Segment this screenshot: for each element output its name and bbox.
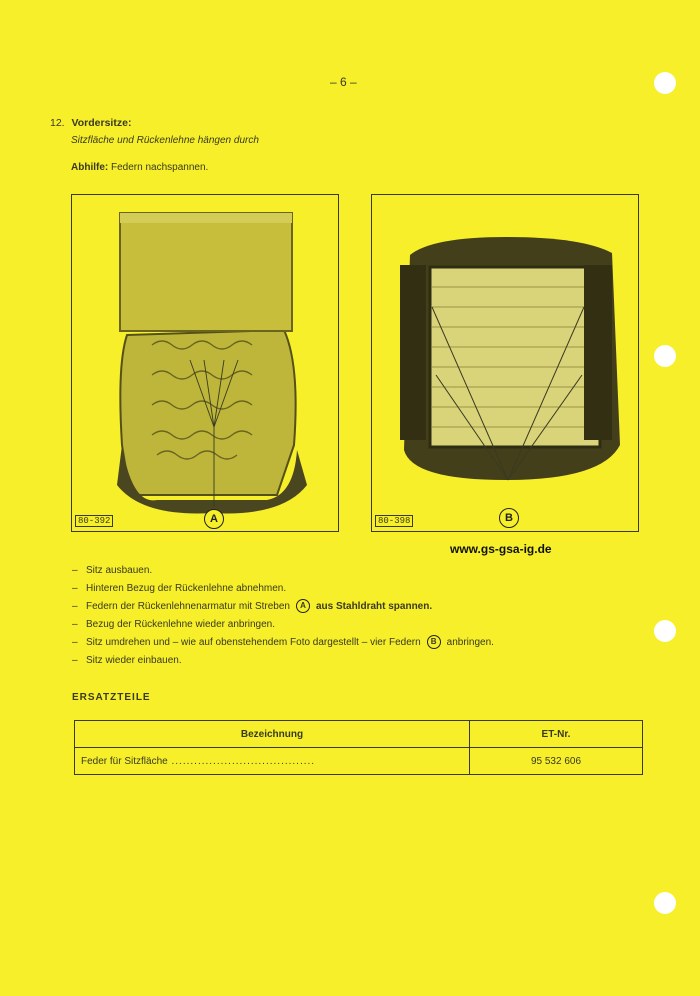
punch-hole: [654, 72, 676, 94]
spare-parts-title: ERSATZTEILE: [72, 692, 151, 703]
header-part-number: ET-Nr.: [470, 721, 643, 748]
section-title: [50, 117, 131, 129]
section-number: 12.: [50, 117, 65, 129]
part-number-cell: 95 532 606: [470, 748, 643, 775]
remedy-label: Abhilfe:: [71, 162, 109, 173]
list-item: – Sitz wieder einbauen.: [72, 655, 182, 666]
website-watermark: www.gs-gsa-ig.de: [450, 542, 552, 556]
header-designation: Bezeichnung: [75, 721, 470, 748]
seat-cushion-photo: [372, 195, 640, 533]
list-item: – Bezug der Rückenlehne wieder anbringen.: [72, 619, 276, 630]
instruction-list: [72, 562, 494, 670]
callout-a-marker: A: [204, 509, 224, 529]
seat-back-photo: [72, 195, 340, 533]
remedy-text: Federn nachspannen.: [111, 162, 209, 173]
punch-hole: [654, 345, 676, 367]
figure-code: 80-398: [375, 515, 413, 527]
punch-hole: [654, 620, 676, 642]
figure-code: 80-392: [75, 515, 113, 527]
section-title-text: Vordersitze:: [71, 117, 132, 129]
spare-parts-table: [74, 720, 643, 775]
list-item: – Hinteren Bezug der Rückenlehne abnehmen.: [72, 583, 287, 594]
figure-seat-back: [71, 194, 339, 532]
callout-b-icon: B: [427, 635, 441, 649]
callout-a-icon: A: [296, 599, 310, 613]
figure-seat-cushion: [371, 194, 639, 532]
table-row: [75, 748, 643, 775]
section-subtitle: Sitzfläche und Rückenlehne hängen durch: [71, 135, 259, 146]
punch-hole: [654, 892, 676, 914]
part-name-cell: Feder für Sitzfläche ......................................: [75, 748, 470, 775]
callout-b-marker: B: [499, 508, 519, 528]
table-header-row: [75, 721, 643, 748]
remedy-line: [71, 162, 208, 173]
page-number: – 6 –: [330, 75, 357, 89]
list-item: – Sitz umdrehen und – wie auf obenstehendem Foto dargestellt – vier Federn B anbringen.: [72, 637, 494, 648]
list-item: – Sitz ausbauen.: [72, 565, 153, 576]
list-item: – Federn der Rückenlehnenarmatur mit Streben A aus Stahldraht spannen.: [72, 601, 433, 612]
